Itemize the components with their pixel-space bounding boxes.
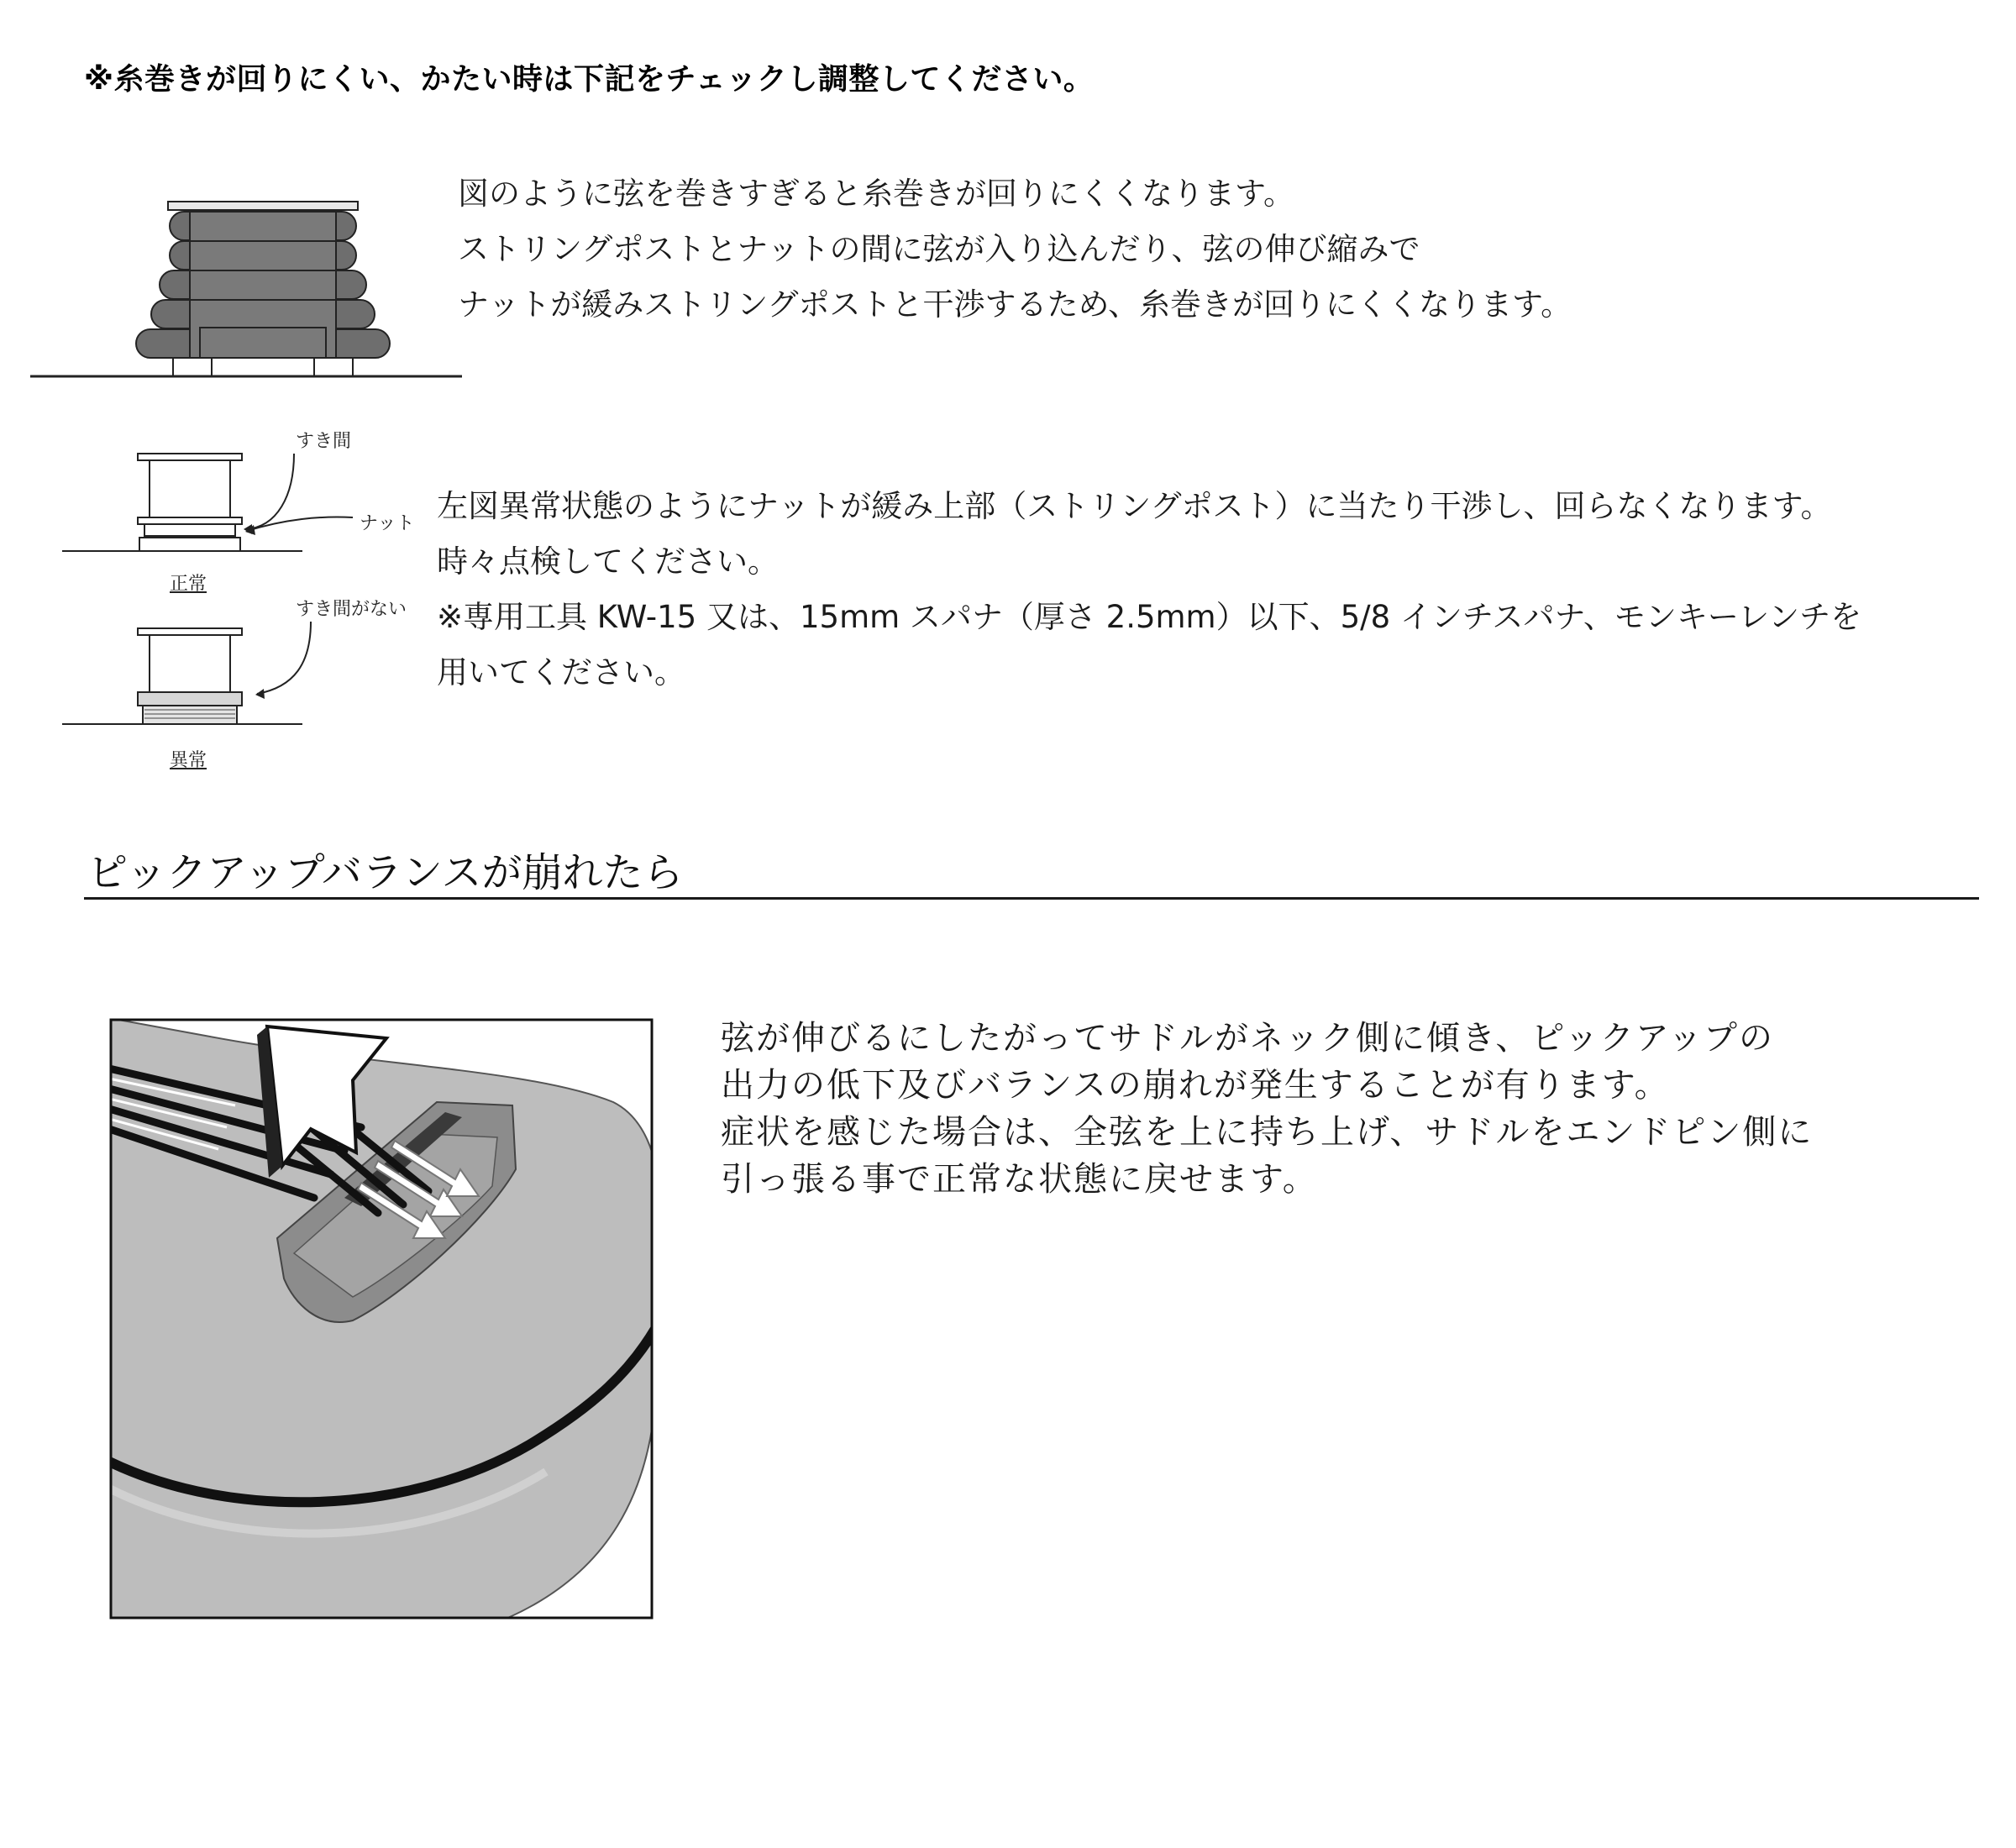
no-gap-label: すき間がない	[296, 599, 407, 620]
gap-label: すき間	[296, 431, 352, 452]
nut-line-1: 左図異常状態のようにナットが緩み上部（ストリングポスト）に当たり干渉し、回らなくなります。	[437, 488, 1832, 524]
overwind-line-2: ストリングポストとナットの間に弦が入り込んだり、弦の伸び縮みで	[458, 231, 1420, 267]
overwind-line-1: 図のように弦を巻きすぎると糸巻きが回りにくくなります。	[458, 176, 1295, 212]
nut-line-3: ※専用工具 KW-15 又は、15mm スパナ（厚さ 2.5mm）以下、5/8 インチスパナ、モンキーレンチを	[437, 599, 1862, 635]
overwound-post-illustration	[25, 193, 470, 386]
pickup-balance-explanation	[721, 1015, 1813, 1203]
pickup-line-1: 弦が伸びるにしたがってサドルがネック側に傾き、ピックアップの	[721, 1019, 1774, 1058]
section-divider	[84, 897, 1979, 900]
saddle-adjust-illustration	[109, 1018, 654, 1620]
nut-line-2: 時々点検してください。	[437, 543, 779, 580]
abnormal-label: 異常	[170, 750, 207, 771]
nut-line-4: 用いてください。	[437, 654, 685, 690]
normal-label: 正常	[170, 574, 207, 595]
overwind-line-3: ナットが緩みストリングポストと干渉するため、糸巻きが回りにくくなります。	[458, 286, 1572, 323]
section-heading: ピックアップバランスが崩れたら	[87, 849, 684, 896]
pickup-line-4: 引っ張る事で正常な状態に戻せます。	[721, 1160, 1318, 1199]
pickup-line-3: 症状を感じた場合は、全弦を上に持ち上げ、サドルをエンドピン側に	[721, 1113, 1814, 1152]
pickup-line-2: 出力の低下及びバランスの崩れが発生することが有ります。	[721, 1066, 1670, 1105]
nut-loosen-explanation	[437, 479, 1861, 701]
warning-title: ※糸巻きが回りにくい、かたい時は下記をチェックし調整してください。	[84, 62, 1095, 97]
nut-label: ナット	[360, 513, 415, 534]
overwind-explanation	[458, 166, 1572, 333]
